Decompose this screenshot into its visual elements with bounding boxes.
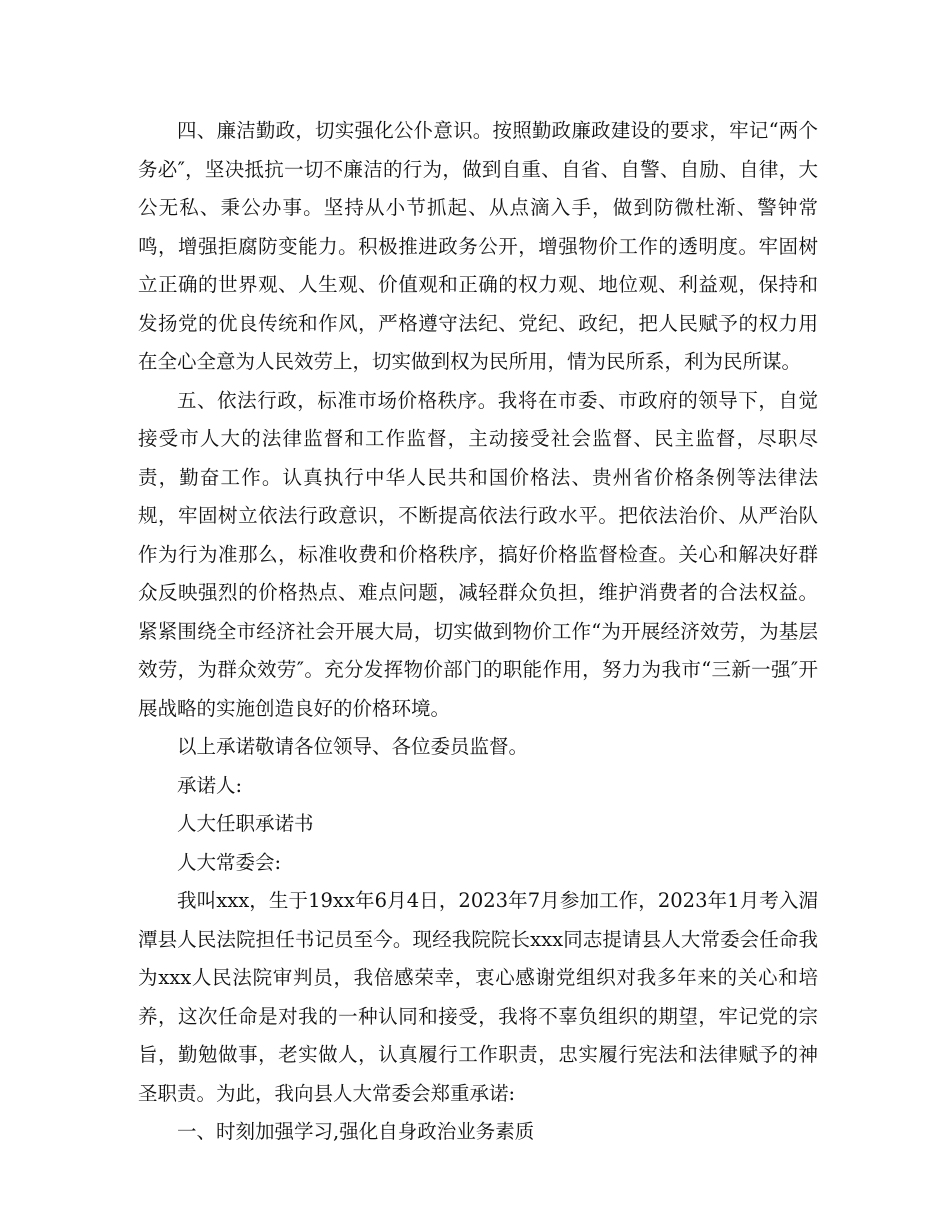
paragraph-law-administration: 五、依法行政，标准市场价格秩序。我将在市委、市政府的领导下，自觉接受市人大的法律监督和工作监督，主动接受社会监督、民主监督，尽职尽责，勤奋工作。认真执行中华人民共和国价格法、贵州省价格条例等法律法规，牢固树立依法行政意识，不断提高依法行政水平。把依法治价、从严治队作为行为准那么，标准收费和价格秩序，搞好价格监督检查。关心和解决好群众反映强烈的价格热点、难点问题，减轻群众负担，维护消费者的合法权益。紧紧围绕全市经济社会开展大局，切实做到物价工作“为开展经济效劳，为基层效劳，为群众效劳″。充分发挥物价部门的职能作用，努力为我市“三新一强″开展战略的实施创造良好的价格环境。 bbox=[138, 388, 818, 720]
document-body bbox=[138, 112, 818, 1152]
paragraph-section-title: 人大任职承诺书 bbox=[177, 812, 314, 835]
paragraph-first-point: 一、时刻加强学习,强化自身政治业务素质 bbox=[177, 1120, 535, 1143]
paragraph-supervision-request: 以上承诺敬请各位领导、各位委员监督。 bbox=[177, 735, 529, 758]
paragraph-salutation: 人大常委会: bbox=[177, 850, 282, 874]
paragraph-self-introduction: 我叫xxx，生于19xx年6月4日，2023年7月参加工作，2023年1月考入湄潭县人民法院担任书记员至今。现经我院院长xxx同志提请县人大常委会任命我为xxx人民法院审判员，我倍感荣幸，衷心感谢党组织对我多年来的关心和培养，这次任命是对我的一种认同和接受，我将不辜负组织的期望，牢记党的宗旨，勤勉做事，老实做人，认真履行工作职责，忠实履行宪法和法律赋予的神圣职责。为此，我向县人大常委会郑重承诺: bbox=[138, 889, 818, 1105]
paragraph-integrity: 四、廉洁勤政，切实强化公仆意识。按照勤政廉政建设的要求，牢记“两个务必″，坚决抵抗一切不廉洁的行为，做到自重、自省、自警、自励、自律，大公无私、秉公办事。坚持从小节抓起、从点滴入手，做到防微杜渐、警钟常鸣，增强拒腐防变能力。积极推进政务公开，增强物价工作的透明度。牢固树立正确的世界观、人生观、价值观和正确的权力观、地位观、利益观，保持和发扬党的优良传统和作风，严格遵守法纪、党纪、政纪，把人民赋予的权力用在全心全意为人民效劳上，切实做到权为民所用，情为民所系，利为民所谋。 bbox=[138, 119, 818, 373]
paragraph-promisor-label: 承诺人: bbox=[177, 773, 243, 797]
